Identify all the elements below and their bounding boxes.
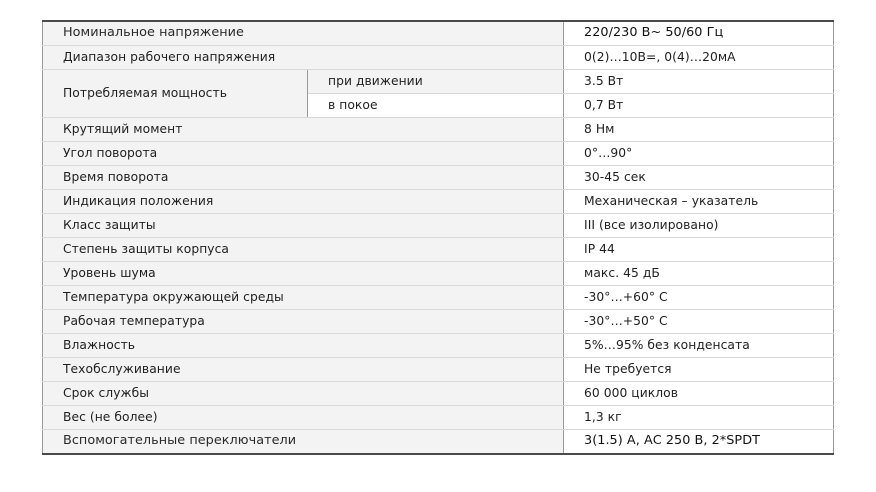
table-row — [43, 406, 834, 430]
table-row — [43, 166, 834, 190]
specifications-table — [42, 20, 834, 455]
table-row — [43, 310, 834, 334]
spec-label: Вспомогательные переключатели — [43, 430, 564, 455]
spec-value: 0°…90° — [564, 142, 834, 166]
spec-value: 3(1.5) А, АС 250 В, 2*SPDT — [564, 430, 834, 455]
table-row — [43, 190, 834, 214]
spec-value: 0(2)…10В=, 0(4)…20мА — [564, 46, 834, 70]
table-row — [43, 262, 834, 286]
spec-value: IP 44 — [564, 238, 834, 262]
spec-value: макс. 45 дБ — [564, 262, 834, 286]
table-row — [43, 70, 834, 94]
spec-label: Техобслуживание — [43, 358, 564, 382]
table-row — [43, 358, 834, 382]
spec-value: Не требуется — [564, 358, 834, 382]
spec-value: Механическая – указатель — [564, 190, 834, 214]
spec-value: 60 000 циклов — [564, 382, 834, 406]
spec-sublabel: при движении — [308, 70, 564, 94]
spec-value: 30-45 сек — [564, 166, 834, 190]
spec-value: 3.5 Вт — [564, 70, 834, 94]
spec-label: Номинальное напряжение — [43, 21, 564, 46]
table-row — [43, 21, 834, 46]
table-row — [43, 118, 834, 142]
spec-value: 0,7 Вт — [564, 94, 834, 118]
spec-label: Диапазон рабочего напряжения — [43, 46, 564, 70]
table-row — [43, 238, 834, 262]
table-row — [43, 46, 834, 70]
spec-value: -30°…+50° С — [564, 310, 834, 334]
table-row — [43, 430, 834, 455]
spec-label: Вес (не более) — [43, 406, 564, 430]
spec-label: Угол поворота — [43, 142, 564, 166]
spec-label: Срок службы — [43, 382, 564, 406]
spec-sublabel: в покое — [308, 94, 564, 118]
spec-value: -30°…+60° С — [564, 286, 834, 310]
table-row — [43, 334, 834, 358]
table-row — [43, 382, 834, 406]
spec-label: Рабочая температура — [43, 310, 564, 334]
table-row — [43, 142, 834, 166]
spec-label: Влажность — [43, 334, 564, 358]
spec-label: Уровень шума — [43, 262, 564, 286]
table-row — [43, 286, 834, 310]
spec-value: III (все изолировано) — [564, 214, 834, 238]
spec-label: Температура окружающей среды — [43, 286, 564, 310]
spec-label: Потребляемая мощность — [43, 70, 308, 118]
spec-label: Крутящий момент — [43, 118, 564, 142]
spec-label: Время поворота — [43, 166, 564, 190]
spec-label: Класс защиты — [43, 214, 564, 238]
spec-label: Индикация положения — [43, 190, 564, 214]
spec-value: 220/230 В~ 50/60 Гц — [564, 21, 834, 46]
spec-value: 5%…95% без конденсата — [564, 334, 834, 358]
spec-value: 8 Нм — [564, 118, 834, 142]
spec-label: Степень защиты корпуса — [43, 238, 564, 262]
table-row — [43, 214, 834, 238]
spec-value: 1,3 кг — [564, 406, 834, 430]
